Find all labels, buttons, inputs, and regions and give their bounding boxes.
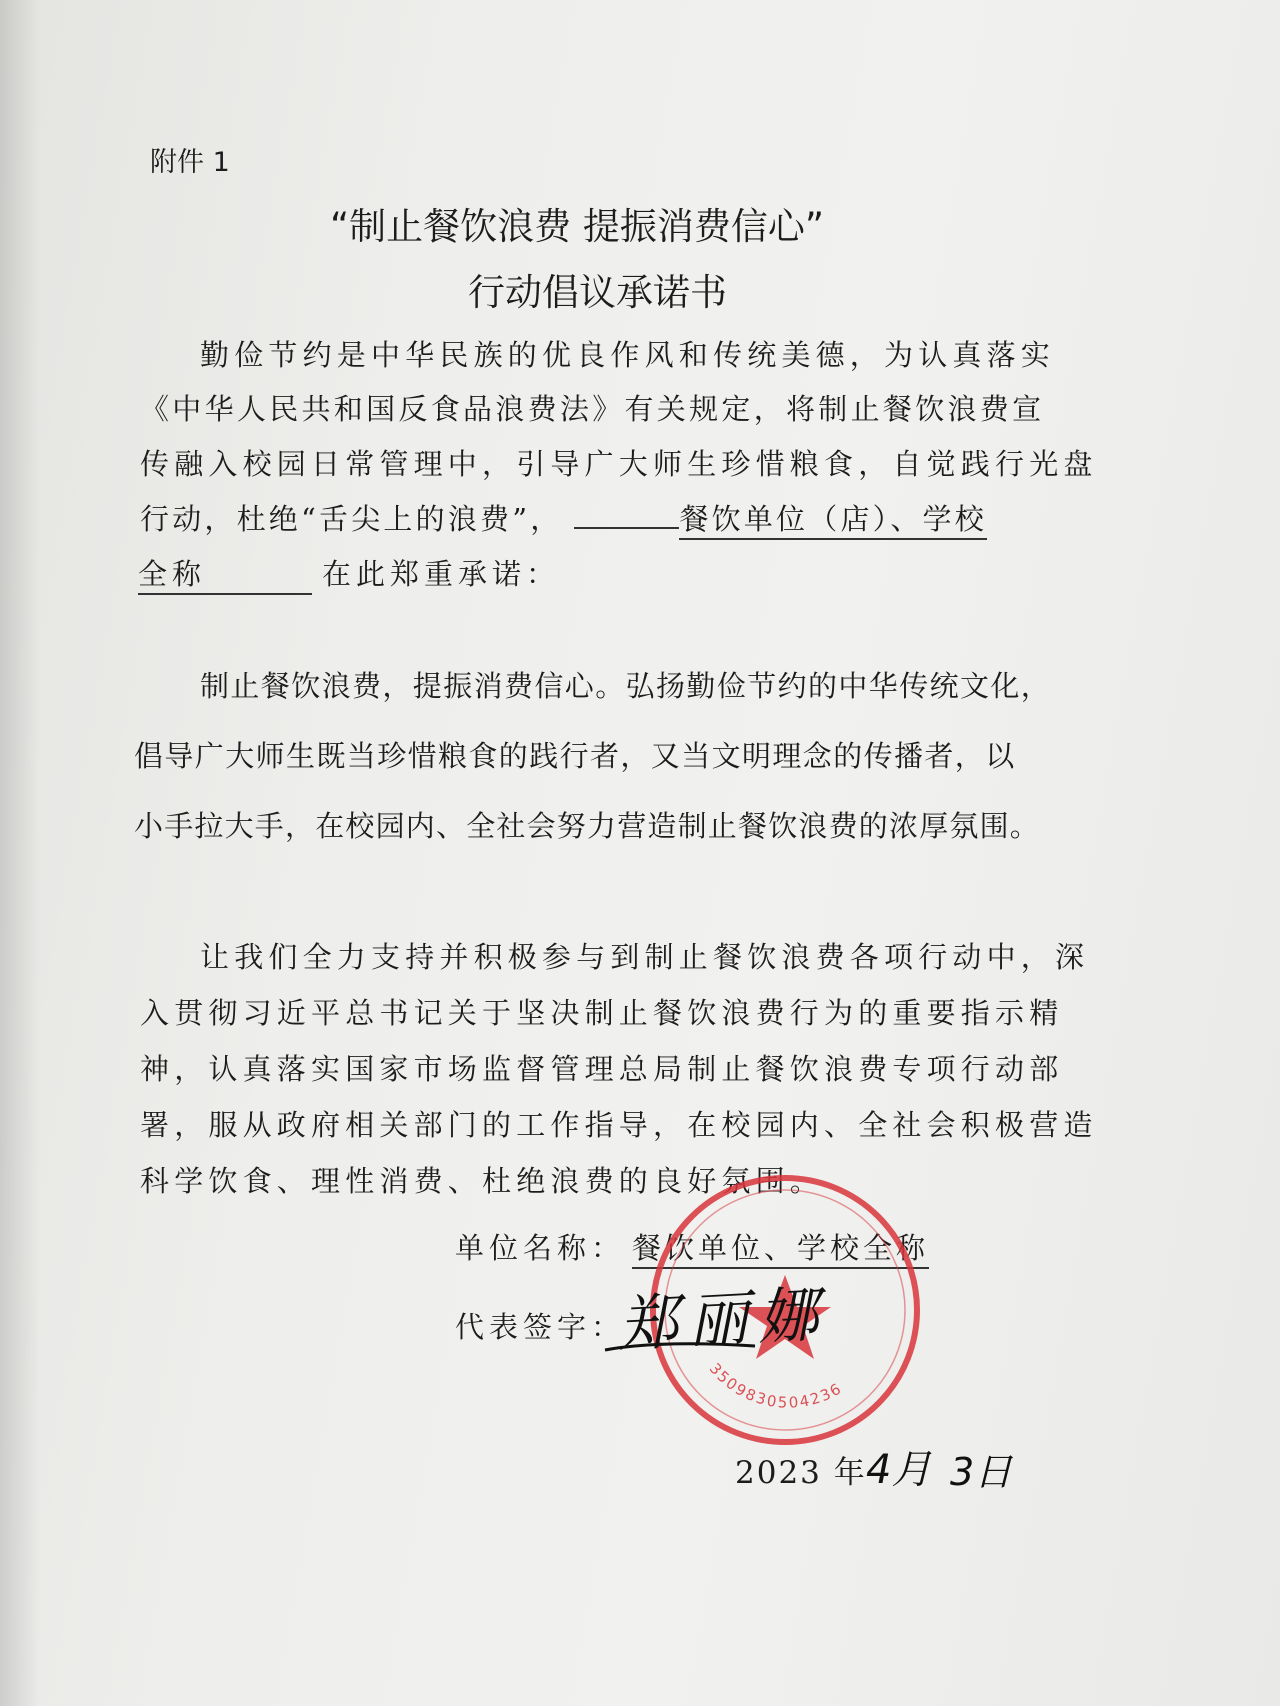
signature-label: 代表签字： [455,1310,626,1344]
fill-unit-name: 餐饮单位（店）、学校 [679,497,987,540]
para3-line-2: 入贯彻习近平总书记关于坚决制止餐饮浪费行为的重要指示精 [140,996,1064,1030]
title-line-1: “制止餐饮浪费 提振消费信心” [330,205,825,248]
para2-line-2: 倡导广大师生既当珍惜粮食的践行者，又当文明理念的传播者，以 [134,739,1016,773]
para1-line-2: 《中华人民共和国反食品浪费法》有关规定，将制止餐饮浪费宣 [140,392,1045,426]
para3-line-5: 科学饮食、理性消费、杜绝浪费的良好氛围。 [140,1164,825,1198]
para3-line-4: 署，服从政府相关部门的工作指导，在校园内、全社会积极营造 [140,1108,1098,1142]
para1-line-3: 传融入校园日常管理中，引导广大师生珍惜粮食，自觉践行光盘 [140,447,1098,481]
para1-tail: 在此郑重承诺： [322,557,561,591]
para1-line-4-text: 行动，杜绝“舌尖上的浪费”， [140,502,563,536]
date-day: 3日 [950,1450,1013,1494]
para2-line-1: 制止餐饮浪费，提振消费信心。弘扬勤俭节约的中华传统文化， [200,669,1052,703]
attachment-label: 附件 1 [150,147,230,178]
para3-line-1: 让我们全力支持并积极参与到制止餐饮浪费各项行动中，深 [200,940,1090,974]
page-shadow [0,0,40,1706]
para1-line-4 [140,497,987,540]
signature-stroke [600,1330,760,1360]
para1-line-5 [138,552,560,595]
para2-line-3: 小手拉大手，在校园内、全社会努力营造制止餐饮浪费的浓厚氛围。 [134,809,1041,843]
date-month: 4月 [866,1447,932,1493]
para3-line-3: 神，认真落实国家市场监督管理总局制止餐饮浪费专项行动部 [140,1052,1064,1086]
seal-number: 3509830504236 [705,1359,846,1412]
unit-name-label: 单位名称： [455,1231,626,1265]
handwritten-signature: 郑丽娜 [616,1279,830,1361]
unit-name-text: 餐饮单位、学校全称 [632,1226,929,1269]
date-year: 2023 年 [735,1455,867,1491]
para1-line-1: 勤俭节约是中华民族的优良作风和传统美德，为认真落实 [200,338,1056,372]
fill-blank-1 [574,497,679,529]
title-line-2: 行动倡议承诺书 [468,271,727,314]
fill-unit-fullname: 全称 [138,552,312,595]
